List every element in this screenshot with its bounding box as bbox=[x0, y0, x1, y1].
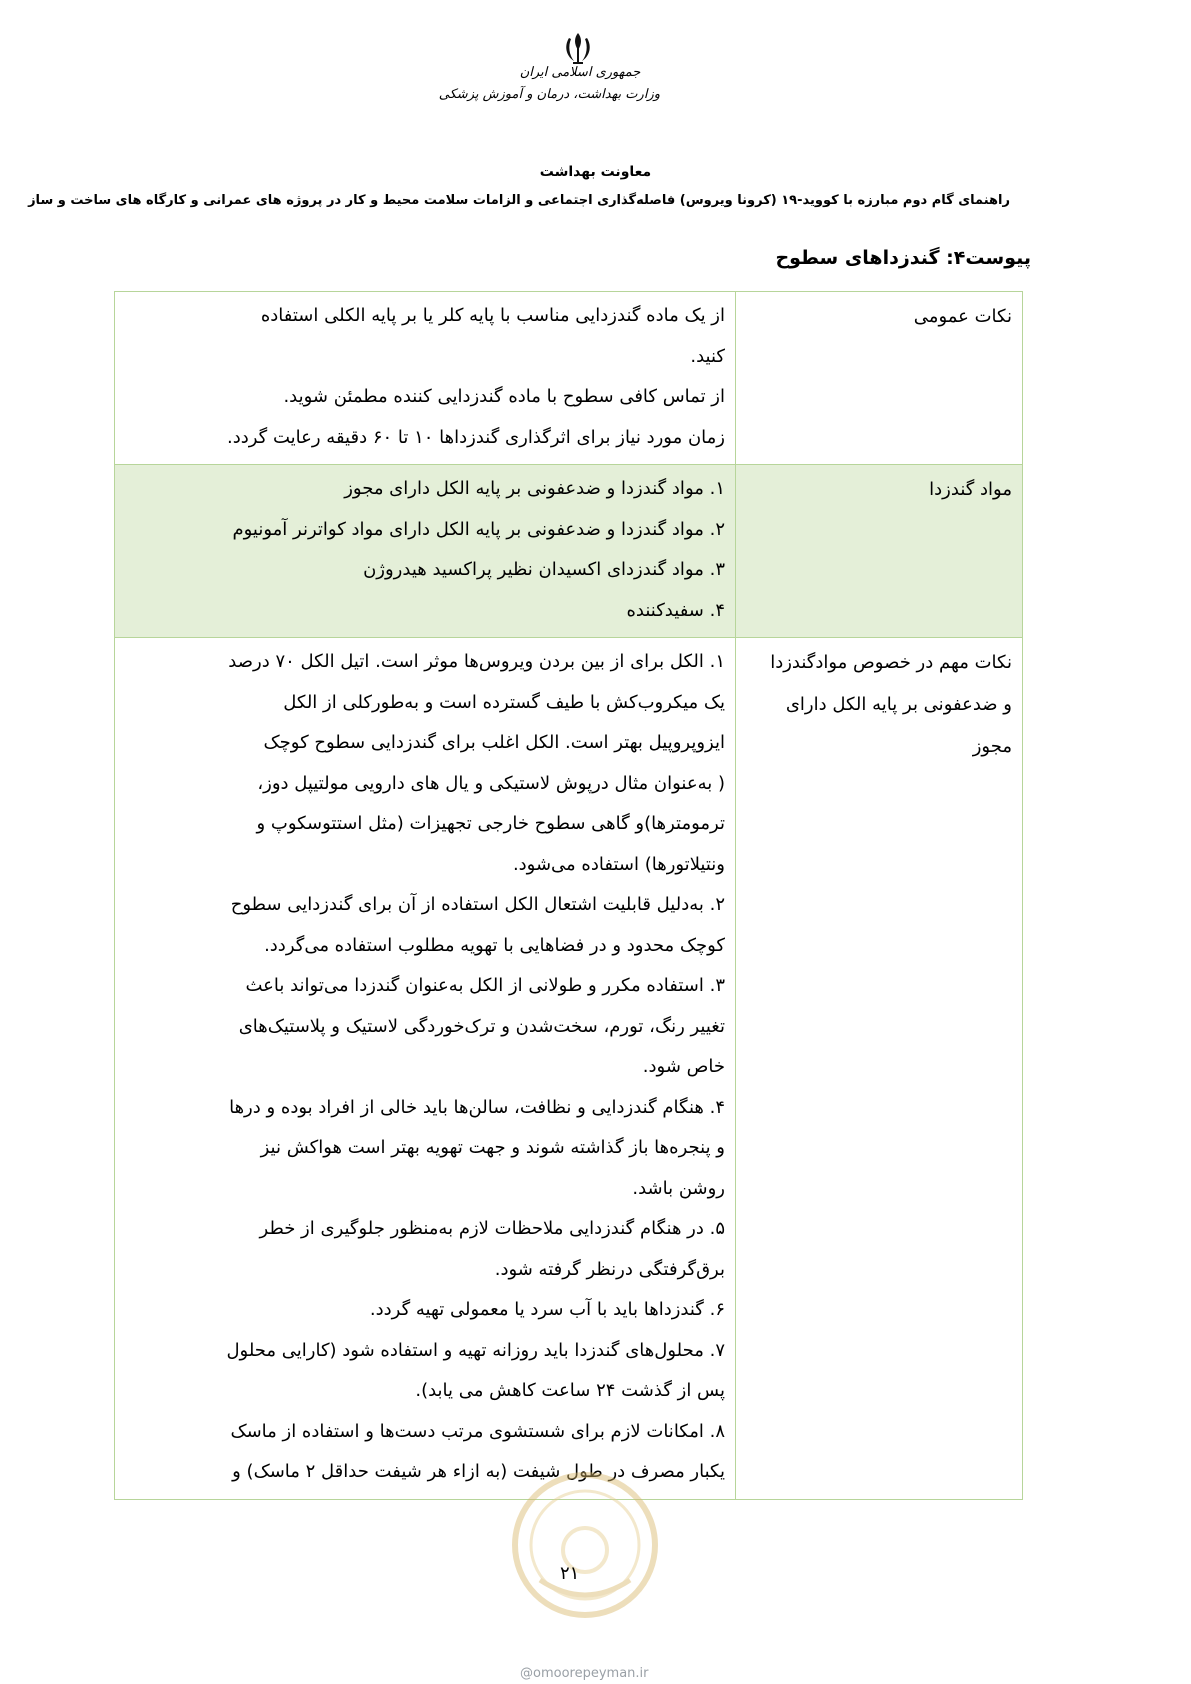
section-heading: پیوست۴: گندزداهای سطوح bbox=[775, 247, 1031, 269]
content-line: ۴. هنگام گندزدایی و نظافت، سالن‌ها باید خالی از افراد بوده و درها bbox=[229, 1096, 725, 1118]
content-line: ۳. مواد گندزدای اکسیدان نظیر پراکسید هیدروژن bbox=[363, 559, 725, 580]
content-line: ۲. به‌دلیل قابلیت اشتعال الکل استفاده از آن برای گندزدایی سطوح bbox=[230, 894, 725, 915]
row-content bbox=[115, 638, 736, 1500]
content-line: از تماس کافی سطوح با ماده گندزدایی کننده مطمئن شوید. bbox=[283, 386, 725, 407]
content-line: و پنجره‌ها باز گذاشته شوند و جهت تهویه بهتر است هواکش نیز bbox=[260, 1137, 725, 1158]
table-row bbox=[115, 465, 1023, 638]
watermark-url: @omoorepeyman.ir bbox=[520, 1666, 649, 1681]
content-line: ۷. محلول‌های گندزدا باید روزانه تهیه و استفاده شود (کارایی محلول bbox=[226, 1339, 725, 1361]
guide-title: راهنمای گام دوم مبارزه با کووید-۱۹ (کرونا ویروس) فاصله‌گذاری اجتماعی و الزامات سلامت محیط و کار در پروژه های عمرانی و کارگاه های ساخت و ساز bbox=[28, 193, 1010, 208]
ministry-logo-text bbox=[438, 62, 660, 106]
content-line: برق‌گرفتگی درنظر گرفته شود. bbox=[494, 1258, 725, 1280]
row-label-line: مجوز bbox=[972, 736, 1012, 757]
table-body bbox=[115, 292, 1023, 1500]
content-line: روشن باشد. bbox=[632, 1177, 725, 1199]
content-line: ۳. استفاده مکرر و طولانی از الکل به‌عنوان گندزدا می‌تواند باعث bbox=[245, 975, 725, 996]
ministry-line-1: جمهوری اسلامی ایران bbox=[519, 65, 641, 80]
content-line: ۴. سفیدکننده bbox=[626, 599, 725, 621]
content-line: پس از گذشت ۲۴ ساعت کاهش می یابد). bbox=[415, 1380, 725, 1401]
content-line: ایزوپروپیل بهتر است. الکل اغلب برای گندزدایی سطوح کوچک bbox=[263, 732, 725, 753]
content-line: یک میکروب‌کش با طیف گسترده است و به‌طورکلی از الکل bbox=[283, 691, 725, 713]
content-line: خاص شود. bbox=[642, 1056, 725, 1077]
content-line: ونتیلاتورها) استفاده می‌شود. bbox=[512, 853, 725, 875]
content-line: ۶. گندزداها باید با آب سرد یا معمولی تهیه گردد. bbox=[369, 1299, 725, 1320]
content-line: ۵. در هنگام گندزدایی ملاحظات لازم به‌منظور جلوگیری از خطر bbox=[259, 1218, 725, 1239]
content-line: تغییر رنگ، تورم، سخت‌شدن و ترک‌خوردگی لاستیک و پلاستیک‌های bbox=[238, 1015, 725, 1037]
page-number: ۲۱ bbox=[560, 1563, 580, 1584]
row-label-line: مواد گندزدا bbox=[929, 479, 1012, 500]
row-label-line: نکات عمومی bbox=[913, 306, 1012, 327]
row-label bbox=[736, 292, 1023, 465]
organization-title: معاونت بهداشت bbox=[539, 164, 652, 180]
content-line: کوچک محدود و در فضاهایی با تهویه مطلوب استفاده می‌گردد. bbox=[264, 934, 725, 956]
ministry-line-2: وزارت بهداشت، درمان و آموزش پزشکی bbox=[438, 87, 660, 102]
content-line: زمان مورد نیاز برای اثرگذاری گندزداها ۱۰ تا ۶۰ دقیقه رعایت گردد. bbox=[227, 426, 725, 448]
iran-emblem-icon bbox=[560, 30, 596, 66]
content-line: ۸. امکانات لازم برای شستشوی مرتب دست‌ها و استفاده از ماسک bbox=[230, 1420, 725, 1442]
row-content bbox=[115, 292, 736, 465]
content-line: یکبار مصرف در طول شیفت (به ازاء هر شیفت حداقل ۲ ماسک) و bbox=[232, 1461, 725, 1482]
content-line: کنید. bbox=[690, 345, 725, 367]
content-line: از یک ماده گندزدایی مناسب با پایه کلر یا بر پایه الکلی استفاده bbox=[260, 305, 725, 326]
disinfectants-table bbox=[114, 291, 1023, 1500]
row-label-line: نکات مهم در خصوص موادگندزدا bbox=[770, 652, 1012, 673]
row-content bbox=[115, 465, 736, 638]
row-label bbox=[736, 465, 1023, 638]
table-row bbox=[115, 292, 1023, 465]
content-line: ۱. مواد گندزدا و ضدعفونی بر پایه الکل دارای مجوز bbox=[344, 478, 725, 499]
table-row bbox=[115, 638, 1023, 1500]
content-line: ( به‌عنوان مثال درپوش لاستیکی و یال های دارویی مولتیپل دوز، bbox=[257, 772, 725, 794]
row-label-line: و ضدعفونی بر پایه الکل دارای bbox=[785, 694, 1012, 715]
omoore-peyman-watermark-logo bbox=[510, 1470, 660, 1620]
row-label bbox=[736, 638, 1023, 1500]
content-line: ۱. الکل برای از بین بردن ویروس‌ها موثر است. اتیل الکل ۷۰ درصد bbox=[228, 651, 725, 672]
content-line: ترمومترها)و گاهی سطوح خارجی تجهیزات (مثل استتوسکوپ و bbox=[256, 813, 725, 834]
content-line: ۲. مواد گندزدا و ضدعفونی بر پایه الکل دارای مواد کواترنر آمونیوم bbox=[232, 518, 725, 540]
